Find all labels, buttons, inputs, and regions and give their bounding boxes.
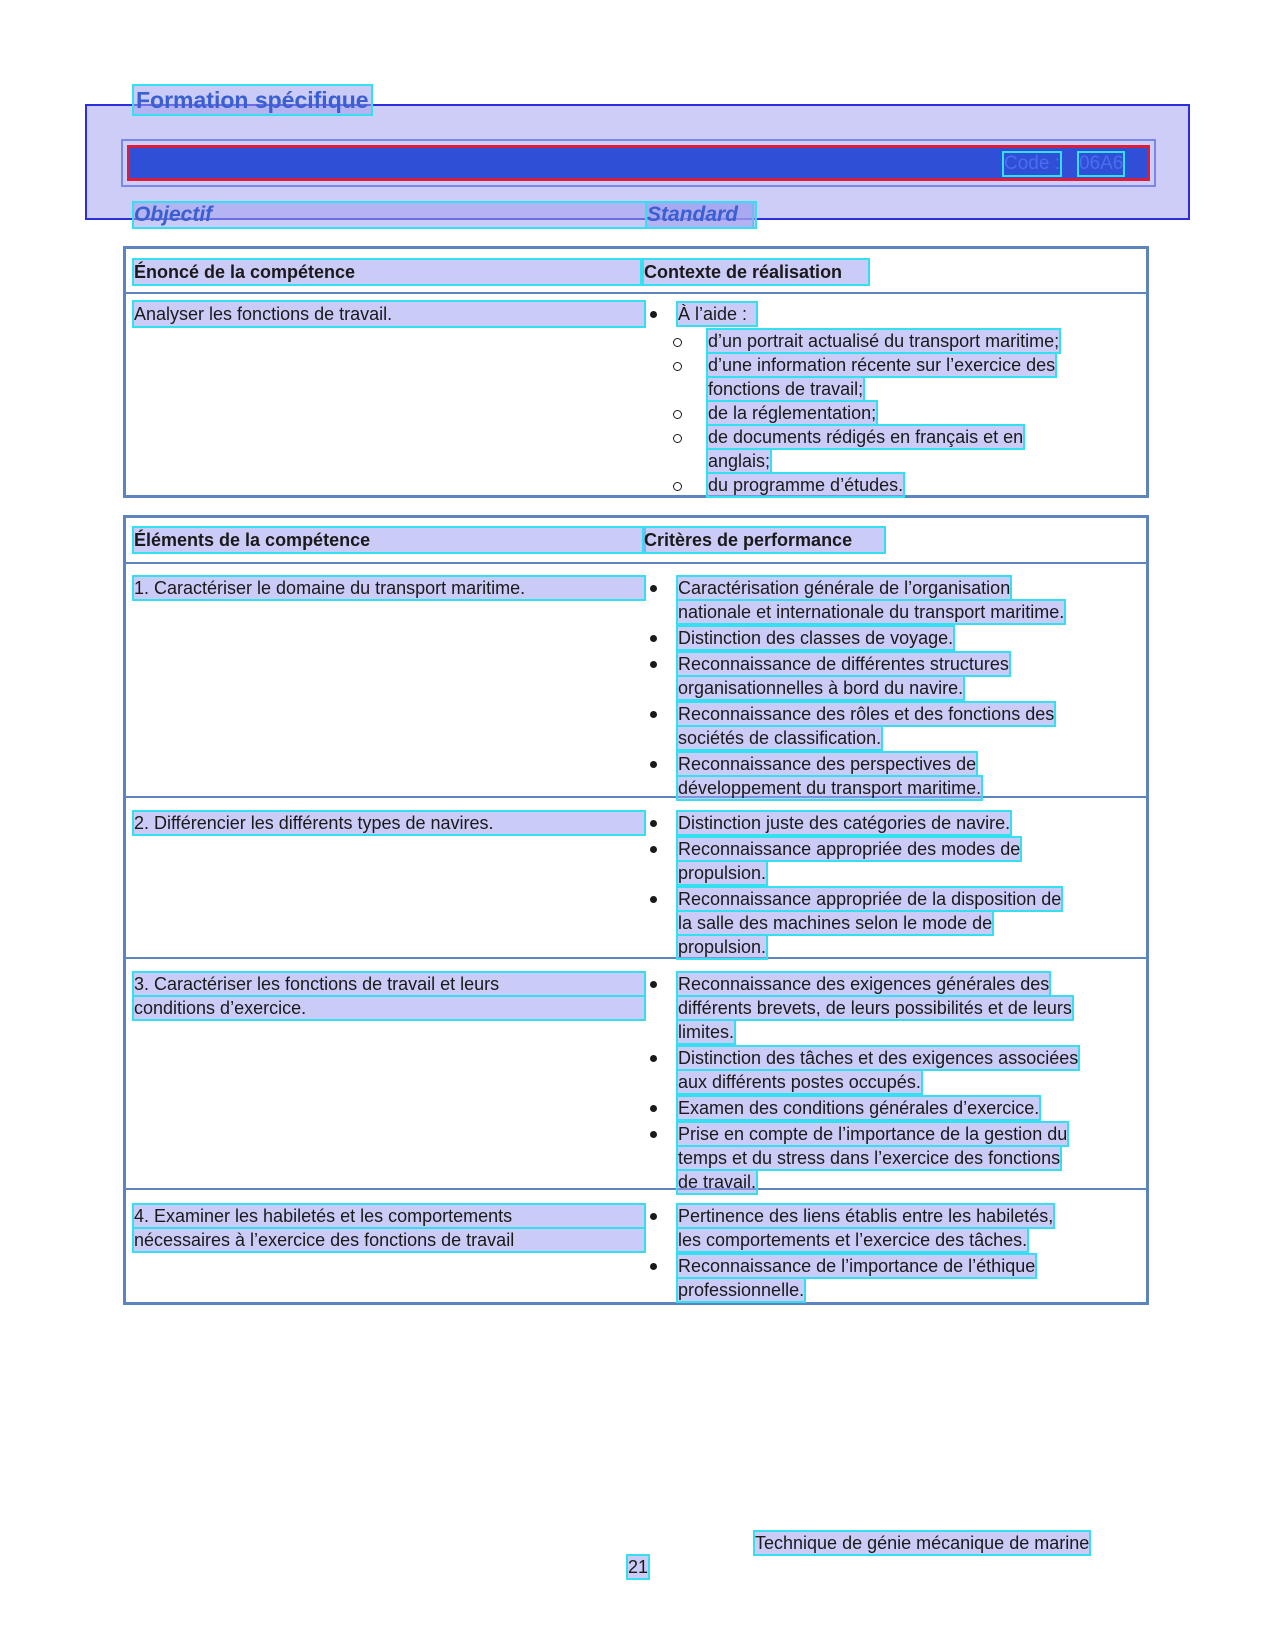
criterion-line: Caractérisation générale de l’organisation <box>678 578 1011 598</box>
criterion-line: la salle des machines selon le mode de <box>678 913 993 933</box>
bullet-icon <box>650 981 657 988</box>
bullet-icon <box>650 761 657 768</box>
criterion-line: sociétés de classification. <box>678 728 882 748</box>
bullet-icon <box>650 635 657 642</box>
row-divider <box>126 562 1146 564</box>
bullet-icon <box>650 1055 657 1062</box>
criterion-line: Reconnaissance appropriée de la disposition de <box>678 889 1062 909</box>
criterion-line: de travail. <box>678 1172 757 1192</box>
criterion-line: Prise en compte de l’importance de la gestion du <box>678 1124 1068 1144</box>
objective-label: Objectif <box>134 203 752 227</box>
context-item-line: anglais; <box>708 451 771 471</box>
context-intro: À l’aide : <box>678 303 756 325</box>
criterion-line: Examen des conditions générales d’exercice. <box>678 1098 1040 1118</box>
competence-statement: Analyser les fonctions de travail. <box>134 302 644 326</box>
bullet-icon <box>650 820 657 827</box>
element-text-line: 1. Caractériser le domaine du transport maritime. <box>134 577 644 599</box>
context-item-line: fonctions de travail; <box>708 379 864 399</box>
context-item-line: de la réglementation; <box>708 403 877 423</box>
bullet-icon <box>650 896 657 903</box>
criterion-line: Distinction des classes de voyage. <box>678 628 954 648</box>
criterion-line: professionnelle. <box>678 1280 805 1300</box>
footer-program-name: Technique de génie mécanique de marine <box>755 1533 1090 1553</box>
bullet-icon <box>650 661 657 668</box>
circle-bullet-icon <box>673 482 682 491</box>
context-item-line: du programme d’études. <box>708 475 904 495</box>
criterion-line: différents brevets, de leurs possibilités et de leurs <box>678 998 1072 1018</box>
section-title: Formation spécifique <box>136 87 369 113</box>
criterion-line: Reconnaissance des exigences générales des <box>678 974 1050 994</box>
criterion-line: nationale et internationale du transport maritime. <box>678 602 1065 622</box>
bullet-icon <box>650 585 657 592</box>
element-text-line: nécessaires à l’exercice des fonctions de travail <box>134 1229 644 1251</box>
bullet-icon <box>650 1131 657 1138</box>
circle-bullet-icon <box>673 362 682 371</box>
code-value: 06A6 <box>1079 153 1124 174</box>
performance-table <box>123 515 1149 1305</box>
criterion-line: limites. <box>678 1022 735 1042</box>
context-item-line: d’une information récente sur l’exercice des <box>708 355 1056 375</box>
criterion-line: Reconnaissance des perspectives de <box>678 754 977 774</box>
bullet-icon <box>650 1213 657 1220</box>
bullet-icon <box>650 711 657 718</box>
bullet-icon <box>650 311 657 318</box>
context-item-line: de documents rédigés en français et en <box>708 427 1024 447</box>
col-header-competence: Énoncé de la compétence <box>134 260 640 284</box>
element-text-line: 4. Examiner les habiletés et les comportements <box>134 1205 644 1227</box>
row-divider <box>126 292 1146 294</box>
element-text-line: conditions d’exercice. <box>134 997 644 1019</box>
element-text-line: 3. Caractériser les fonctions de travail et leurs <box>134 973 644 995</box>
criterion-line: temps et du stress dans l’exercice des fonctions <box>678 1148 1061 1168</box>
circle-bullet-icon <box>673 410 682 419</box>
element-text-line: 2. Différencier les différents types de navires. <box>134 812 644 834</box>
bullet-icon <box>650 1105 657 1112</box>
criterion-line: Reconnaissance appropriée des modes de <box>678 839 1021 859</box>
row-divider <box>126 1188 1146 1190</box>
col-header-elements: Éléments de la compétence <box>134 528 644 552</box>
criterion-line: Reconnaissance de différentes structures <box>678 654 1009 674</box>
criterion-line: Reconnaissance de l’importance de l’éthique <box>678 1256 1036 1276</box>
criterion-line: propulsion. <box>678 937 767 957</box>
circle-bullet-icon <box>673 434 682 443</box>
criterion-line: Distinction juste des catégories de navire. <box>678 813 1011 833</box>
page-number: 21 <box>628 1557 649 1577</box>
criterion-line: Reconnaissance des rôles et des fonctions des <box>678 704 1055 724</box>
standard-label: Standard <box>647 203 755 227</box>
bullet-icon <box>650 1263 657 1270</box>
criterion-line: aux différents postes occupés. <box>678 1072 921 1092</box>
code-bar <box>127 145 1150 181</box>
bullet-icon <box>650 846 657 853</box>
code-label: Code : <box>1004 153 1060 174</box>
row-divider <box>126 796 1146 798</box>
criterion-line: organisationnelles à bord du navire. <box>678 678 964 698</box>
circle-bullet-icon <box>673 338 682 347</box>
row-divider <box>126 957 1146 959</box>
col-header-criteria: Critères de performance <box>644 528 884 552</box>
criterion-line: développement du transport maritime. <box>678 778 982 798</box>
context-item-line: d’un portrait actualisé du transport maritime; <box>708 331 1060 351</box>
criterion-line: propulsion. <box>678 863 767 883</box>
criterion-line: les comportements et l’exercice des tâches. <box>678 1230 1028 1250</box>
col-header-context: Contexte de réalisation <box>644 260 868 284</box>
criterion-line: Pertinence des liens établis entre les habiletés, <box>678 1206 1054 1226</box>
criterion-line: Distinction des tâches et des exigences associées <box>678 1048 1079 1068</box>
